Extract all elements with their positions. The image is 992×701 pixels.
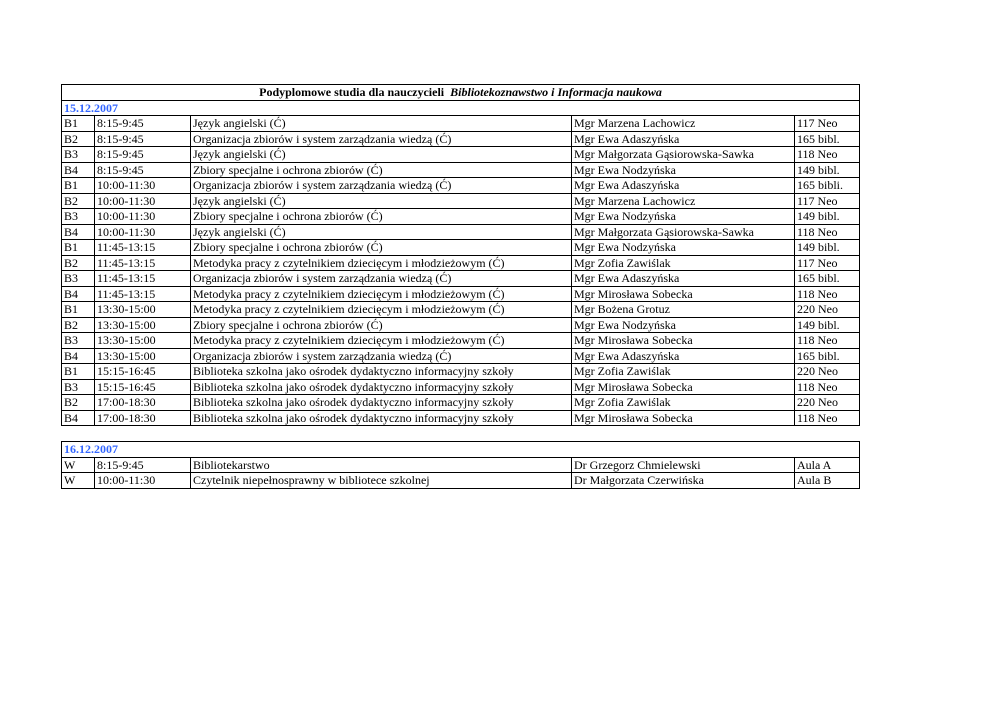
cell-subject: Organizacja zbiorów i system zarządzania wiedzą (Ć): [191, 131, 572, 147]
cell-room: 165 bibli.: [795, 178, 860, 194]
cell-time: 13:30-15:00: [95, 348, 191, 364]
cell-group: B4: [62, 162, 95, 178]
cell-room: Aula A: [795, 457, 860, 473]
cell-time: 10:00-11:30: [95, 178, 191, 194]
cell-time: 13:30-15:00: [95, 302, 191, 318]
title-prefix: Podyplomowe studia dla nauczycieli: [259, 85, 445, 100]
cell-time: 8:15-9:45: [95, 147, 191, 163]
schedule-table-day1: [61, 84, 860, 426]
cell-group: B1: [62, 178, 95, 194]
cell-subject: Metodyka pracy z czytelnikiem dziecięcym i młodzieżowym (Ć): [191, 302, 572, 318]
date-row: [62, 442, 860, 458]
cell-room: 118 Neo: [795, 147, 860, 163]
cell-time: 17:00-18:30: [95, 410, 191, 426]
cell-room: 118 Neo: [795, 333, 860, 349]
cell-teacher: Mgr Ewa Nodzyńska: [572, 317, 795, 333]
cell-room: 118 Neo: [795, 379, 860, 395]
table-row: [62, 271, 860, 287]
date-label: 15.12.2007: [62, 100, 860, 116]
table-row: [62, 178, 860, 194]
table-row: [62, 286, 860, 302]
cell-time: 11:45-13:15: [95, 240, 191, 256]
cell-group: W: [62, 473, 95, 489]
table-row: [62, 131, 860, 147]
cell-time: 10:00-11:30: [95, 473, 191, 489]
cell-subject: Język angielski (Ć): [191, 116, 572, 132]
cell-time: 13:30-15:00: [95, 333, 191, 349]
cell-subject: Biblioteka szkolna jako ośrodek dydaktyczno informacyjny szkoły: [191, 410, 572, 426]
cell-subject: Biblioteka szkolna jako ośrodek dydaktyczno informacyjny szkoły: [191, 379, 572, 395]
cell-time: 8:15-9:45: [95, 162, 191, 178]
cell-subject: Metodyka pracy z czytelnikiem dziecięcym i młodzieżowym (Ć): [191, 255, 572, 271]
cell-room: 165 bibl.: [795, 271, 860, 287]
cell-room: 165 bibl.: [795, 131, 860, 147]
cell-teacher: Mgr Bożena Grotuz: [572, 302, 795, 318]
cell-room: 165 bibl.: [795, 348, 860, 364]
cell-subject: Zbiory specjalne i ochrona zbiorów (Ć): [191, 162, 572, 178]
cell-teacher: Mgr Mirosława Sobecka: [572, 333, 795, 349]
cell-room: Aula B: [795, 473, 860, 489]
table-row: [62, 116, 860, 132]
cell-time: 15:15-16:45: [95, 379, 191, 395]
cell-subject: Metodyka pracy z czytelnikiem dziecięcym i młodzieżowym (Ć): [191, 333, 572, 349]
cell-time: 11:45-13:15: [95, 255, 191, 271]
cell-group: B2: [62, 131, 95, 147]
table-row: [62, 395, 860, 411]
cell-teacher: Dr Grzegorz Chmielewski: [572, 457, 795, 473]
cell-teacher: Dr Małgorzata Czerwińska: [572, 473, 795, 489]
cell-time: 8:15-9:45: [95, 131, 191, 147]
cell-teacher: Mgr Małgorzata Gąsiorowska-Sawka: [572, 224, 795, 240]
cell-teacher: Mgr Ewa Nodzyńska: [572, 162, 795, 178]
cell-teacher: Mgr Zofia Zawiślak: [572, 395, 795, 411]
cell-time: 10:00-11:30: [95, 209, 191, 225]
table-row: [62, 457, 860, 473]
cell-time: 10:00-11:30: [95, 224, 191, 240]
cell-teacher: Mgr Małgorzata Gąsiorowska-Sawka: [572, 147, 795, 163]
cell-room: 220 Neo: [795, 302, 860, 318]
cell-time: 8:15-9:45: [95, 457, 191, 473]
cell-room: 118 Neo: [795, 410, 860, 426]
cell-group: B4: [62, 224, 95, 240]
schedule-body-day1: [62, 85, 860, 426]
cell-group: B3: [62, 333, 95, 349]
cell-subject: Zbiory specjalne i ochrona zbiorów (Ć): [191, 240, 572, 256]
cell-group: B1: [62, 116, 95, 132]
cell-subject: Zbiory specjalne i ochrona zbiorów (Ć): [191, 209, 572, 225]
cell-teacher: Mgr Marzena Lachowicz: [572, 193, 795, 209]
cell-group: B3: [62, 379, 95, 395]
cell-room: 149 bibl.: [795, 240, 860, 256]
cell-group: B1: [62, 302, 95, 318]
cell-subject: Język angielski (Ć): [191, 147, 572, 163]
cell-group: B1: [62, 364, 95, 380]
cell-teacher: Mgr Zofia Zawiślak: [572, 364, 795, 380]
cell-teacher: Mgr Marzena Lachowicz: [572, 116, 795, 132]
cell-teacher: Mgr Mirosława Sobecka: [572, 410, 795, 426]
schedule-table-day2: [61, 441, 860, 489]
table-row: [62, 379, 860, 395]
cell-teacher: Mgr Ewa Nodzyńska: [572, 240, 795, 256]
table-row: [62, 147, 860, 163]
cell-group: B2: [62, 317, 95, 333]
cell-teacher: Mgr Ewa Adaszyńska: [572, 348, 795, 364]
cell-time: 11:45-13:15: [95, 271, 191, 287]
cell-room: 117 Neo: [795, 255, 860, 271]
title-row: [62, 85, 860, 101]
cell-teacher: Mgr Zofia Zawiślak: [572, 255, 795, 271]
cell-room: 117 Neo: [795, 193, 860, 209]
cell-time: 8:15-9:45: [95, 116, 191, 132]
cell-room: 220 Neo: [795, 364, 860, 380]
cell-room: 149 bibl.: [795, 162, 860, 178]
table-row: [62, 317, 860, 333]
schedule-body-day2: [62, 442, 860, 489]
cell-room: 117 Neo: [795, 116, 860, 132]
table-row: [62, 162, 860, 178]
table-row: [62, 255, 860, 271]
cell-subject: Organizacja zbiorów i system zarządzania wiedzą (Ć): [191, 178, 572, 194]
cell-group: B2: [62, 395, 95, 411]
cell-room: 220 Neo: [795, 395, 860, 411]
cell-subject: Organizacja zbiorów i system zarządzania wiedzą (Ć): [191, 271, 572, 287]
table-row: [62, 193, 860, 209]
table-row: [62, 348, 860, 364]
table-row: [62, 240, 860, 256]
cell-group: B1: [62, 240, 95, 256]
cell-group: B3: [62, 271, 95, 287]
table-row: [62, 224, 860, 240]
cell-subject: Język angielski (Ć): [191, 224, 572, 240]
cell-teacher: Mgr Mirosława Sobecka: [572, 379, 795, 395]
cell-group: B4: [62, 410, 95, 426]
cell-group: B3: [62, 209, 95, 225]
table-row: [62, 302, 860, 318]
cell-teacher: Mgr Ewa Adaszyńska: [572, 131, 795, 147]
cell-teacher: Mgr Ewa Adaszyńska: [572, 178, 795, 194]
cell-subject: Biblioteka szkolna jako ośrodek dydaktyczno informacyjny szkoły: [191, 395, 572, 411]
table-row: [62, 364, 860, 380]
cell-teacher: Mgr Mirosława Sobecka: [572, 286, 795, 302]
cell-time: 10:00-11:30: [95, 193, 191, 209]
cell-subject: Język angielski (Ć): [191, 193, 572, 209]
cell-room: 118 Neo: [795, 224, 860, 240]
cell-teacher: Mgr Ewa Nodzyńska: [572, 209, 795, 225]
cell-group: B2: [62, 255, 95, 271]
date-row: [62, 100, 860, 116]
cell-subject: Organizacja zbiorów i system zarządzania wiedzą (Ć): [191, 348, 572, 364]
cell-subject: Metodyka pracy z czytelnikiem dziecięcym i młodzieżowym (Ć): [191, 286, 572, 302]
cell-time: 11:45-13:15: [95, 286, 191, 302]
cell-group: W: [62, 457, 95, 473]
table-row: [62, 473, 860, 489]
cell-room: 149 bibl.: [795, 209, 860, 225]
cell-group: B2: [62, 193, 95, 209]
title-program: Bibliotekoznawstwo i Informacja naukowa: [450, 85, 662, 100]
table-row: [62, 333, 860, 349]
cell-subject: Zbiory specjalne i ochrona zbiorów (Ć): [191, 317, 572, 333]
cell-group: B3: [62, 147, 95, 163]
cell-time: 17:00-18:30: [95, 395, 191, 411]
cell-teacher: Mgr Ewa Adaszyńska: [572, 271, 795, 287]
cell-group: B4: [62, 348, 95, 364]
cell-time: 13:30-15:00: [95, 317, 191, 333]
cell-subject: Bibliotekarstwo: [191, 457, 572, 473]
cell-group: B4: [62, 286, 95, 302]
table-row: [62, 410, 860, 426]
date-label: 16.12.2007: [62, 442, 860, 458]
cell-room: 149 bibl.: [795, 317, 860, 333]
cell-time: 15:15-16:45: [95, 364, 191, 380]
table-row: [62, 209, 860, 225]
page-title: [62, 85, 860, 101]
cell-subject: Biblioteka szkolna jako ośrodek dydaktyczno informacyjny szkoły: [191, 364, 572, 380]
cell-room: 118 Neo: [795, 286, 860, 302]
cell-subject: Czytelnik niepełnosprawny w bibliotece szkolnej: [191, 473, 572, 489]
